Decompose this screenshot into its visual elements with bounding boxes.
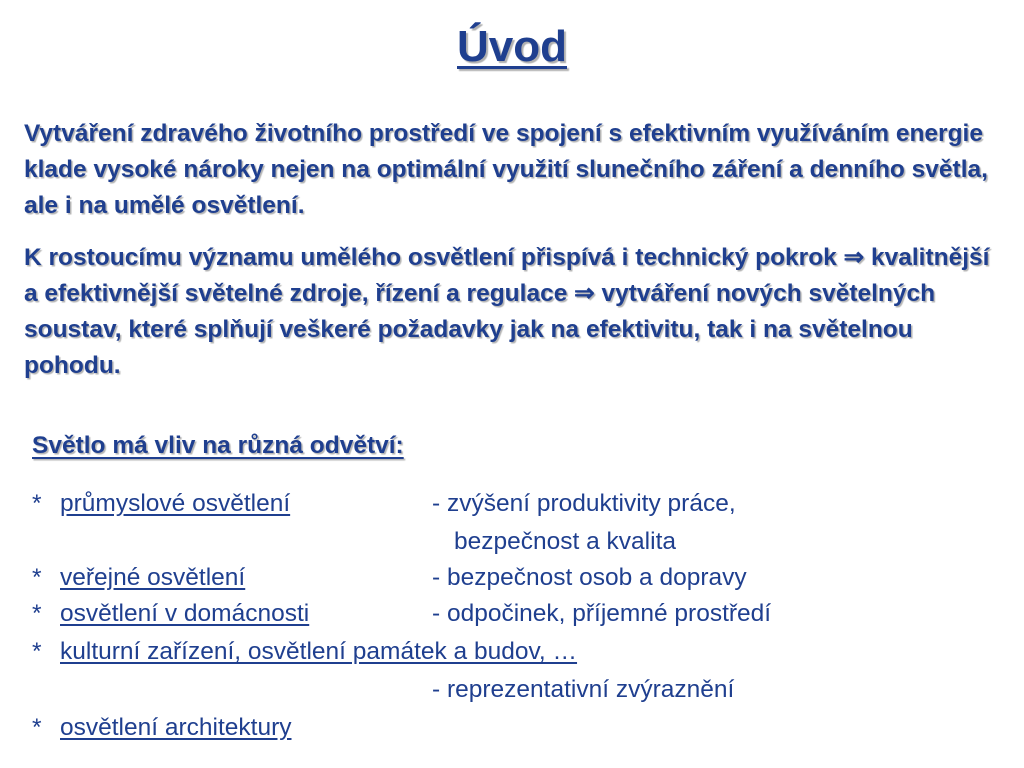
item-label: průmyslové osvětlení (60, 490, 291, 517)
section-heading: Světlo má vliv na různá odvětví: (32, 432, 404, 459)
implies-arrow-icon: ⇒ (574, 280, 595, 307)
bullet-star: * (32, 600, 42, 627)
intro-paragraph-2 (24, 240, 1009, 384)
item-benefit-continued: bezpečnost a kvalita (454, 528, 676, 555)
bullet-star: * (32, 564, 42, 591)
bullet-star: * (32, 638, 42, 665)
intro-paragraph-1: Vytváření zdravého životního prostředí ve spojení s efektivním využíváním energie klade vysoké nároky nejen na optimální využití slunečního záření a denního světla, ale i na umělé osvětlení. (24, 120, 988, 219)
slide-title: Úvod (457, 22, 567, 71)
item-benefit: - zvýšení produktivity práce, (432, 490, 736, 517)
item-label: osvětlení architektury (60, 714, 292, 741)
item-label: kulturní zařízení, osvětlení památek a budov, … (60, 638, 578, 665)
item-benefit: - bezpečnost osob a dopravy (432, 564, 747, 591)
paragraph-2-text-b: kvalitnější a efektivnější světelné zdroje, řízení a regulace (24, 244, 990, 307)
item-label: osvětlení v domácnosti (60, 600, 310, 627)
implies-arrow-icon: ⇒ (843, 244, 865, 271)
bullet-star: * (32, 714, 42, 741)
paragraph-2-text-c: vytváření nových světelných soustav, které splňují veškeré požadavky jak na efektivitu, tak i na světelnou pohodu. (24, 280, 936, 379)
paragraph-2-text-a: K rostoucímu významu umělého osvětlení přispívá i technický pokrok (24, 244, 844, 271)
item-label: veřejné osvětlení (60, 564, 246, 591)
bullet-star: * (32, 490, 42, 517)
item-benefit: - reprezentativní zvýraznění (432, 676, 735, 703)
item-benefit: - odpočinek, příjemné prostředí (432, 600, 772, 627)
